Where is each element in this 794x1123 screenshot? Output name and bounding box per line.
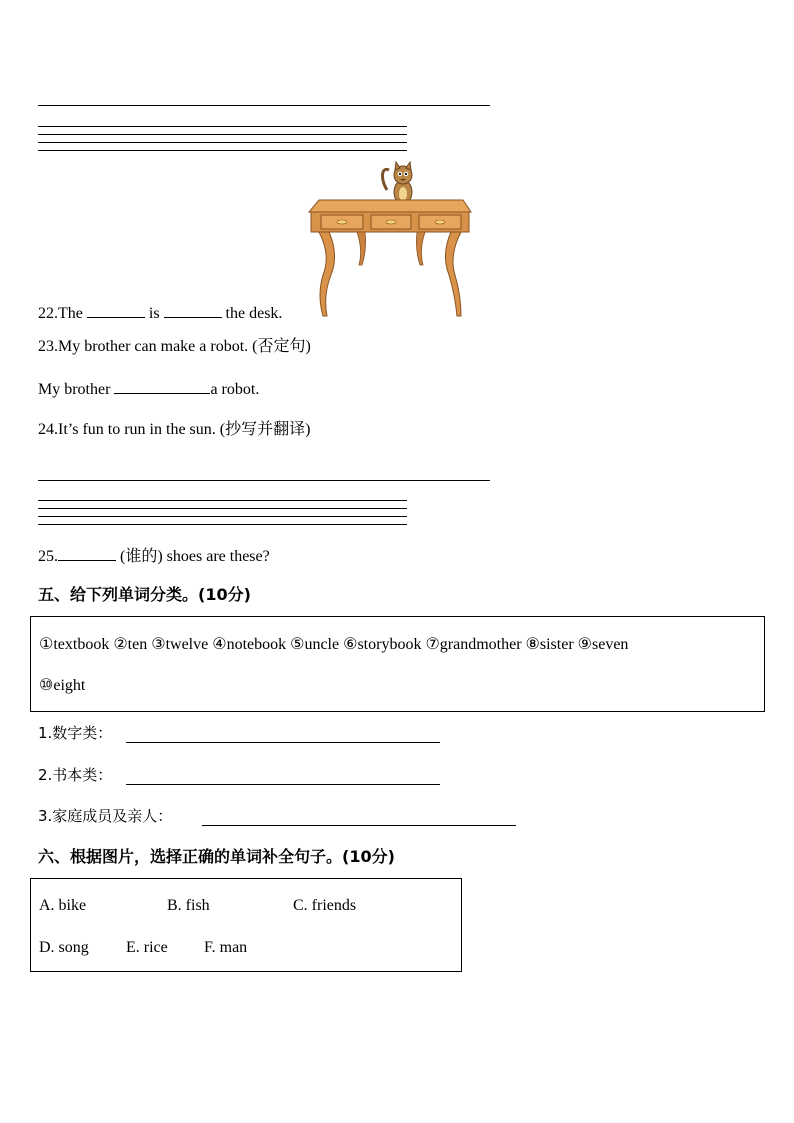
category-family	[38, 806, 172, 826]
q22-text-a: 22.The	[38, 305, 87, 322]
q25-blank[interactable]	[58, 545, 116, 561]
word-bank-line-2: ⑩eight	[39, 677, 86, 694]
q23-blank[interactable]	[114, 378, 210, 394]
q23-line-start: My brother	[38, 381, 115, 398]
category-numbers-label: 1.数字类：	[38, 724, 113, 742]
q22-text-b: is	[148, 305, 164, 322]
question-23-prompt: 23.My brother can make a robot. (否定句)	[38, 338, 311, 355]
q22-blank-2[interactable]	[164, 302, 222, 318]
writing-line[interactable]	[38, 516, 407, 517]
category-books-label: 2.书本类：	[38, 766, 113, 784]
writing-line	[38, 142, 407, 143]
writing-line[interactable]	[38, 500, 407, 501]
q25-rest: (谁的) shoes are these?	[116, 548, 270, 565]
option-e: E. rice	[126, 939, 168, 956]
section-5-heading: 五、给下列单词分类。(10分)	[38, 585, 251, 604]
category-numbers-line[interactable]	[126, 742, 440, 743]
q25-num: 25.	[38, 548, 58, 565]
writing-line	[38, 126, 407, 127]
option-f: F. man	[204, 939, 248, 956]
question-22	[38, 302, 282, 324]
category-family-label: 3.家庭成员及亲人：	[38, 807, 173, 825]
answer-line[interactable]	[38, 480, 490, 481]
option-a: A. bike	[39, 897, 87, 914]
q23-line-end: a robot.	[210, 381, 260, 398]
category-numbers	[38, 723, 112, 743]
section-6-heading: 六、根据图片，选择正确的单词补全句子。(10分)	[38, 847, 395, 866]
question-23-answer	[38, 378, 259, 400]
desk-icon	[309, 200, 471, 316]
word-bank-line-1: ①textbook ②ten ③twelve ④notebook ⑤uncle ⑥storybook ⑦grandmother ⑧sister ⑨seven	[39, 636, 629, 653]
q22-blank-1[interactable]	[87, 302, 145, 318]
answer-line	[38, 105, 490, 106]
question-25	[38, 545, 270, 567]
category-books	[38, 765, 112, 785]
q22-text-c: the desk.	[225, 305, 283, 322]
category-books-line[interactable]	[126, 784, 440, 785]
cat-on-desk-illustration	[305, 160, 477, 320]
word-bank-box	[30, 616, 765, 712]
option-d: D. song	[39, 939, 89, 956]
options-box	[30, 878, 462, 972]
writing-line[interactable]	[38, 524, 407, 525]
writing-line[interactable]	[38, 508, 407, 509]
writing-line	[38, 150, 407, 151]
writing-line	[38, 134, 407, 135]
option-b: B. fish	[167, 897, 210, 914]
option-c: C. friends	[293, 897, 357, 914]
category-family-line[interactable]	[202, 825, 516, 826]
question-24-prompt: 24.It’s fun to run in the sun. (抄写并翻译)	[38, 421, 311, 438]
